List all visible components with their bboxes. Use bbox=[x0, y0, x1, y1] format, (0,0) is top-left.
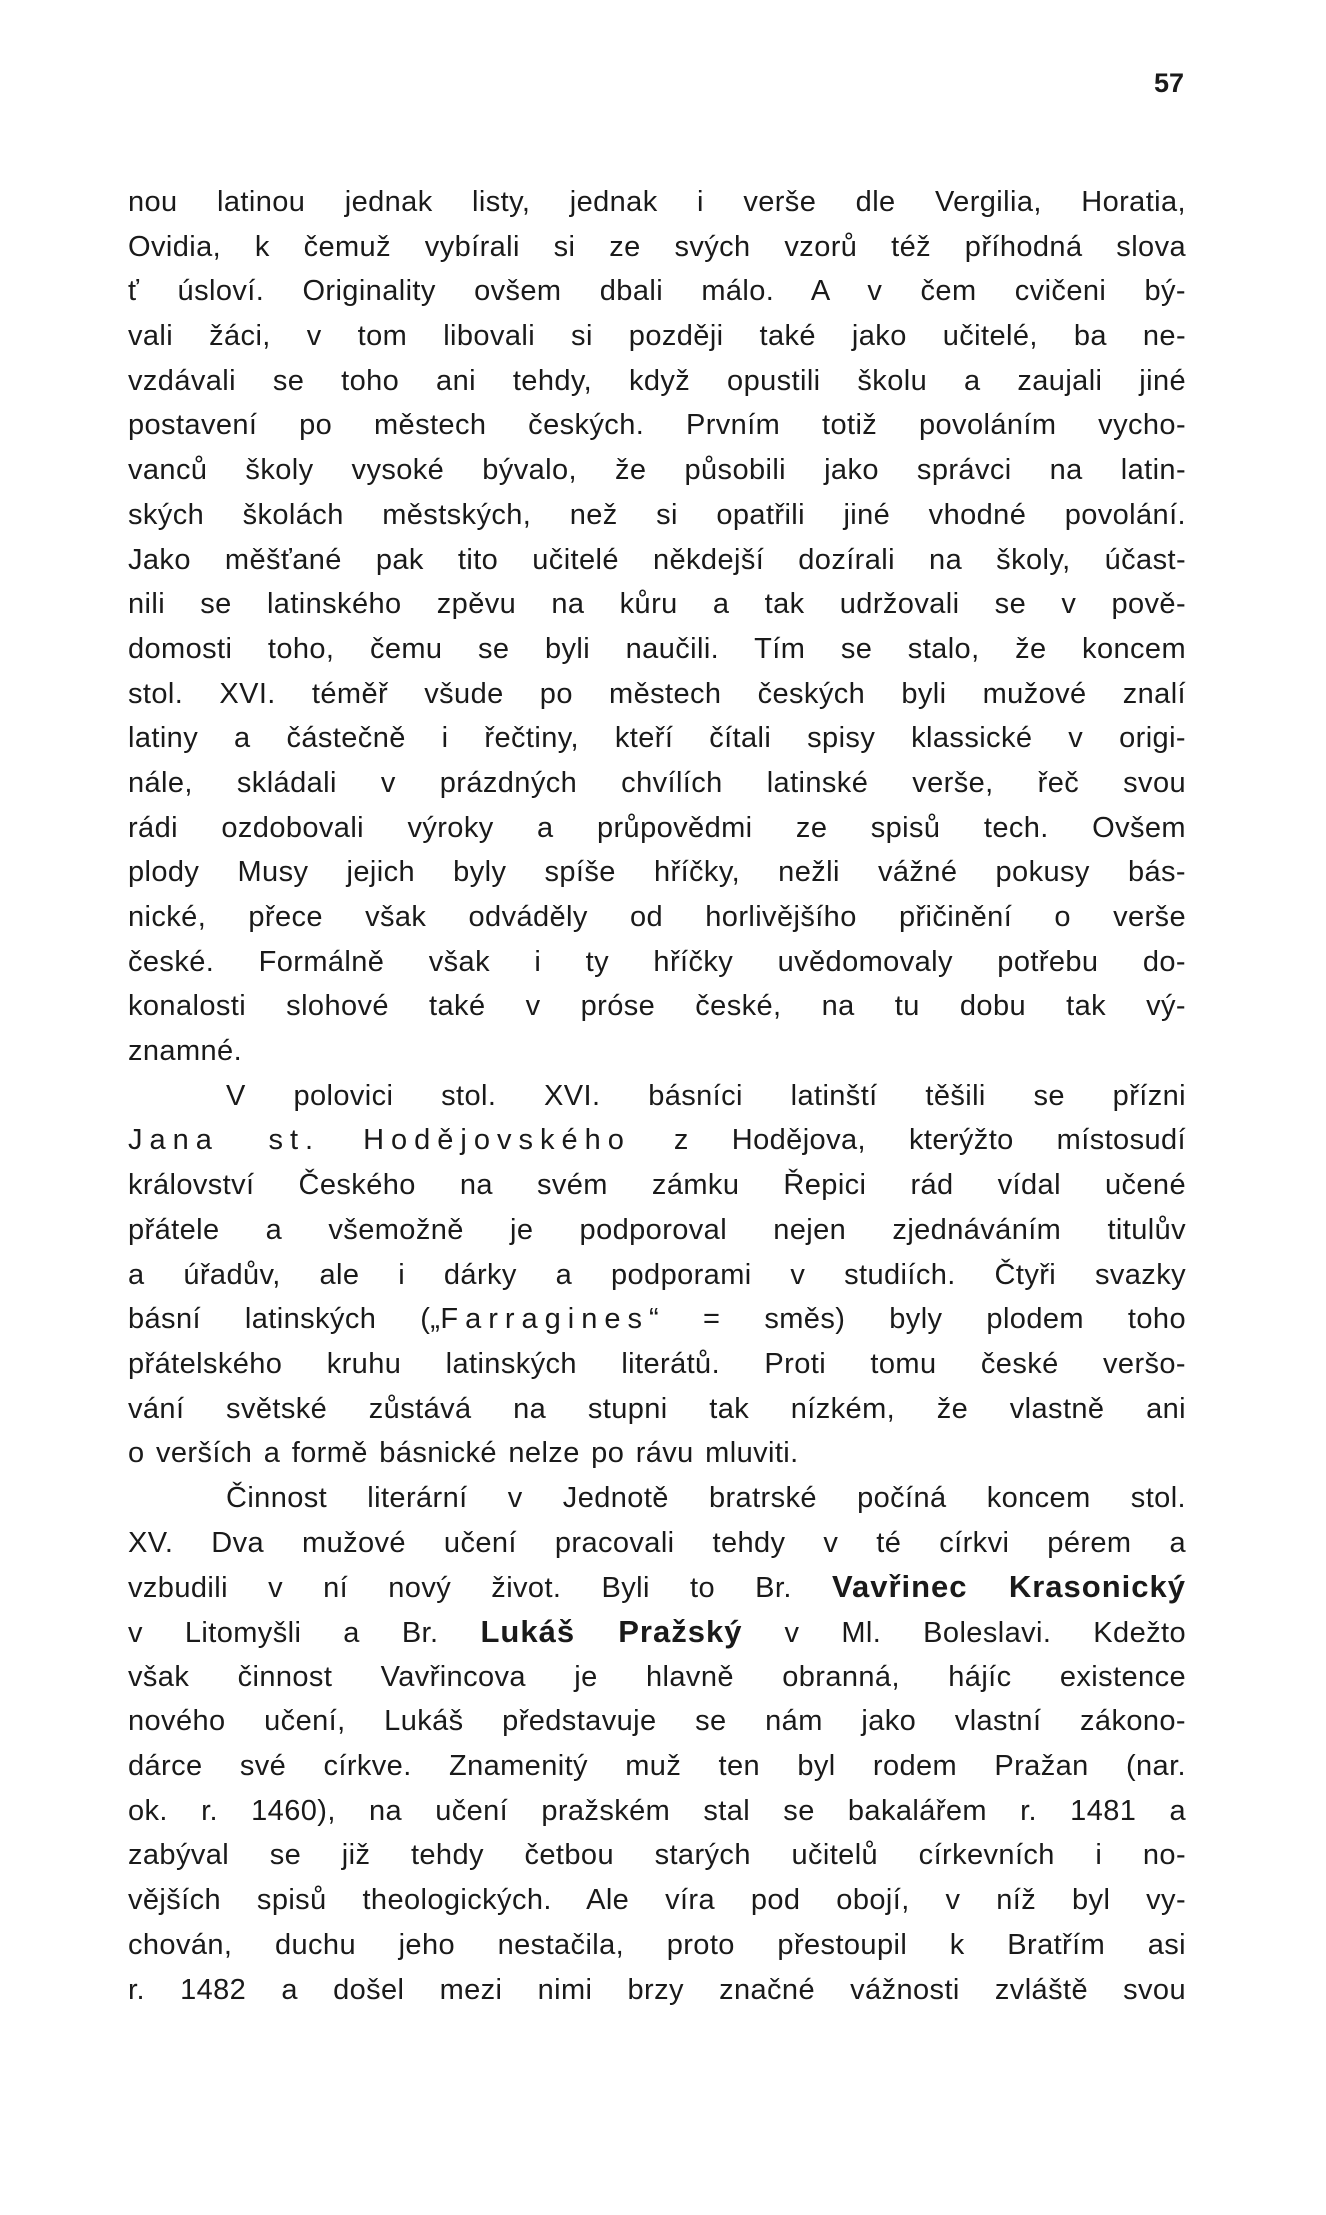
page-number: 57 bbox=[1153, 68, 1184, 98]
text-line: nické, přece však odváděly od horlivějšího přičinění o verše bbox=[128, 901, 1186, 933]
text-line: a úřadův, ale i dárky a podporami v studiích. Čtyři svazky bbox=[128, 1258, 1186, 1291]
text-fragment: “ = směs) byly plodem toho bbox=[648, 1303, 1186, 1336]
text-fragment: v Litomyšli a Br. bbox=[128, 1617, 439, 1649]
text-line: nou latinou jednak listy, jednak i verše dle Vergilia, Horatia, bbox=[128, 186, 1186, 218]
text-line: konalosti slohové také v próse české, na tu dobu tak vý- bbox=[128, 990, 1186, 1023]
text-line: dárce své církve. Znamenitý muž ten byl rodem Pražan (nar. bbox=[128, 1750, 1186, 1783]
person-name: Jana st. bbox=[128, 1124, 321, 1157]
text-line: ok. r. 1460), na učení pražském stal se bakalářem r. 1481 a bbox=[128, 1794, 1186, 1827]
text-line: vanců školy vysoké bývalo, že působili jako správci na latin- bbox=[128, 454, 1186, 487]
text-line: vzdávali se toho ani tehdy, když opustili školu a zaujali jiné bbox=[128, 364, 1186, 397]
text-line: V polovici stol. XVI. básníci latinští těšili se přízni bbox=[226, 1079, 1186, 1112]
text-line: nového učení, Lukáš představuje se nám jako vlastní zákono- bbox=[128, 1705, 1186, 1738]
text-line: Jako měšťané pak tito učitelé někdejší dozírali na školy, účast- bbox=[128, 543, 1186, 576]
text-line: přátele a všemožně je podporoval nejen zjednáváním titulův bbox=[128, 1213, 1186, 1246]
text-line bbox=[128, 1297, 1186, 1342]
text-fragment: vzbudili v ní nový život. Byli to Br. bbox=[128, 1572, 792, 1605]
paragraph-3 bbox=[128, 1476, 1186, 2012]
text-line: nále, skládali v prázdných chvílích latinské verše, řeč svou bbox=[128, 766, 1186, 799]
text-line: vání světské zůstává na stupni tak nízkém, že vlastně ani bbox=[128, 1392, 1186, 1425]
person-name: Hodějovského bbox=[363, 1124, 631, 1157]
text-line: chován, duchu jeho nestačila, proto přestoupil k Bratřím asi bbox=[128, 1928, 1186, 1961]
text-line: však činnost Vavřincova je hlavně obranná, hájíc existence bbox=[128, 1660, 1186, 1693]
text-line: domosti toho, čemu se byli naučili. Tím se stalo, že koncem bbox=[128, 632, 1186, 665]
text-fragment: básní latinských („ bbox=[128, 1303, 441, 1336]
text-line: Ovidia, k čemuž vybírali si ze svých vzorů též příhodná slova bbox=[128, 230, 1186, 263]
text-line: r. 1482 a došel mezi nimi brzy značné vážnosti zvláště svou bbox=[128, 1973, 1186, 2006]
text-line: české. Formálně však i ty hříčky uvědomovaly potřebu do- bbox=[128, 945, 1186, 978]
text-line bbox=[128, 1565, 1186, 1610]
text-line: ských školách městských, než si opatřili jiné vhodné povolání. bbox=[128, 498, 1186, 531]
text-line: zabýval se již tehdy četbou starých učitelů církevních i no- bbox=[128, 1839, 1186, 1872]
text-line: rádi ozdobovali výroky a průpovědmi ze spisů tech. Ovšem bbox=[128, 811, 1186, 844]
text-line: plody Musy jejich byly spíše hříčky, nežli vážné pokusy bás- bbox=[128, 856, 1186, 889]
text-line: ť úsloví. Originality ovšem dbali málo. A v čem cvičeni bý- bbox=[128, 275, 1186, 308]
text-line: stol. XVI. téměř všude po městech českých byli mužové znalí bbox=[128, 677, 1186, 710]
text-line: postavení po městech českých. Prvním totiž povoláním vycho- bbox=[128, 409, 1186, 442]
text-line: latiny a částečně i řečtiny, kteří čítali spisy klassické v origi- bbox=[128, 722, 1186, 755]
text-line bbox=[128, 1118, 1186, 1163]
person-name: Vavřinec Krasonický bbox=[832, 1569, 1186, 1605]
text-line: znamné. bbox=[128, 1035, 243, 1068]
text-line: království Českého na svém zámku Řepici rád vídal učené bbox=[128, 1169, 1186, 1202]
text-line: vali žáci, v tom libovali si později také jako učitelé, ba ne- bbox=[128, 320, 1186, 353]
person-name: Lukáš Pražský bbox=[480, 1614, 743, 1649]
body-text bbox=[128, 180, 1186, 2012]
work-title: Farragines bbox=[440, 1303, 649, 1336]
text-line: Činnost literární v Jednotě bratrské počíná koncem stol. bbox=[226, 1481, 1186, 1514]
text-line: o verších a formě básnické nelze po rávu mluviti. bbox=[128, 1437, 799, 1470]
paragraph-2 bbox=[128, 1074, 1186, 1476]
paragraph-1 bbox=[128, 180, 1186, 1074]
text-line: XV. Dva mužové učení pracovali tehdy v té církvi pérem a bbox=[128, 1526, 1186, 1559]
text-fragment: z Hodějova, kterýžto místosudí bbox=[673, 1124, 1186, 1157]
text-line: vějších spisů theologických. Ale víra pod obojí, v níž byl vy- bbox=[128, 1884, 1186, 1917]
text-line: přátelského kruhu latinských literátů. Proti tomu české veršo- bbox=[128, 1347, 1186, 1380]
text-fragment: v Ml. Boleslavi. Kdežto bbox=[784, 1617, 1186, 1649]
text-line bbox=[128, 1610, 1186, 1655]
text-line: nili se latinského zpěvu na kůru a tak udržovali se v pově- bbox=[128, 588, 1186, 621]
